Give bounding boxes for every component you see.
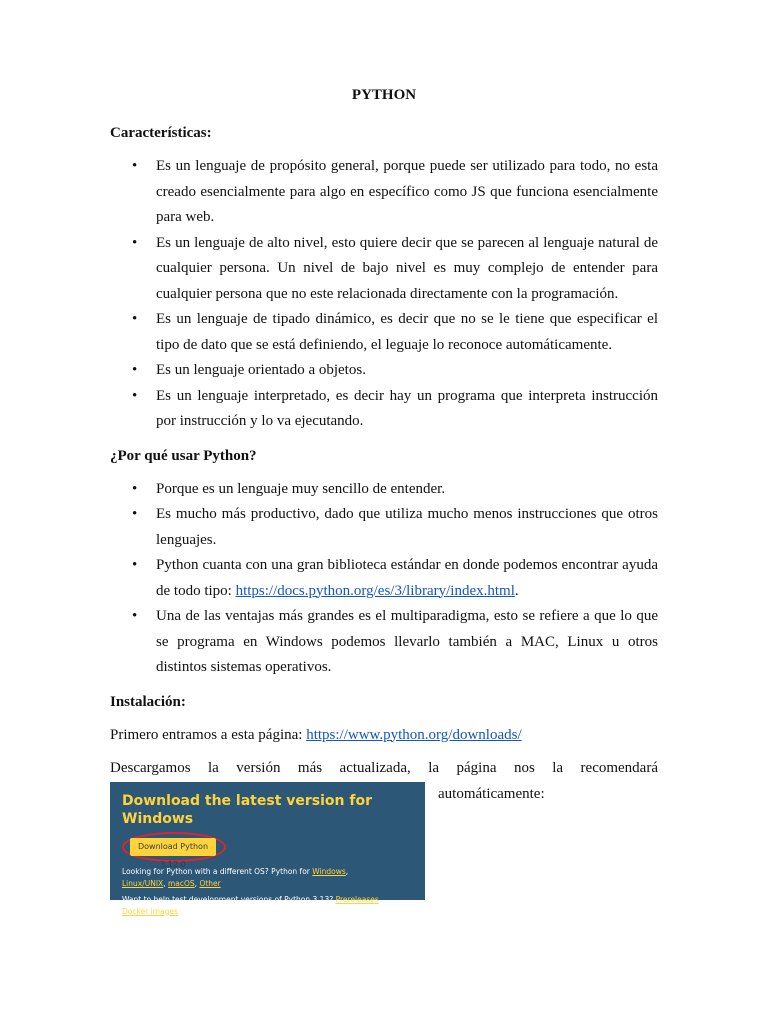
download-button-wrap bbox=[122, 834, 413, 869]
list-item: • Es un lenguaje interpretado, es decir hay un programa que interpreta instrucción por instrucción y lo va ejecutando. bbox=[110, 384, 658, 435]
list-item: • Porque es un lenguaje muy sencillo de entender. bbox=[110, 477, 658, 503]
list-item bbox=[110, 553, 658, 604]
heading-caracteristicas: Características: bbox=[110, 125, 212, 141]
heading-instalacion: Instalación: bbox=[110, 693, 186, 710]
list-item: • Es un lenguaje de tipado dinámico, es decir que no se le tiene que especificar el tipo de dato que se está definiendo, el leguaje lo reconoce automáticamente. bbox=[110, 307, 658, 358]
page-title: PYTHON bbox=[351, 87, 417, 103]
install-paragraph-1 bbox=[110, 723, 658, 749]
banner-prerelease-links: Want to help test development versions of Python 3.13? Prereleases, Docker images bbox=[122, 894, 382, 916]
list-item-suffix: . bbox=[514, 582, 519, 599]
python-downloads-link[interactable]: https://www.python.org/downloads/ bbox=[306, 726, 522, 743]
install-paragraph-2: Descargamos la versión más actualizada, la página nos la recomendará bbox=[110, 760, 658, 776]
macos-link[interactable]: macOS bbox=[167, 878, 195, 888]
banner-text: Looking for Python with a different OS? Python for bbox=[122, 866, 313, 876]
python-download-banner-image bbox=[110, 782, 425, 916]
list-item: • Es mucho más productivo, dado que utiliza mucho menos instrucciones que otros lenguajes. bbox=[110, 502, 658, 553]
download-row bbox=[110, 782, 658, 916]
list-item: • Es un lenguaje de propósito general, porque puede ser utilizado para todo, no esta creado esencialmente para algo en específico como JS que funciona esencialmente para web. bbox=[110, 154, 658, 231]
banner-title: Download the latest version for Windows bbox=[122, 792, 372, 827]
other-link[interactable]: Other bbox=[199, 878, 221, 888]
docs-python-link[interactable]: https://docs.python.org/es/3/library/index.html bbox=[235, 582, 515, 599]
list-item: • Es un lenguaje orientado a objetos. bbox=[110, 358, 658, 384]
document-page bbox=[110, 84, 658, 916]
caracteristicas-list bbox=[110, 154, 658, 435]
banner-text: Want to help test development versions of Python 3.13? bbox=[122, 894, 336, 904]
windows-link[interactable]: Windows bbox=[312, 866, 346, 876]
linux-link[interactable]: Linux/UNIX bbox=[122, 878, 164, 888]
install-text: Primero entramos a esta página: bbox=[110, 726, 307, 743]
docker-images-link[interactable]: Docker images bbox=[122, 906, 178, 916]
prereleases-link[interactable]: Prereleases bbox=[335, 894, 379, 904]
por-que-list bbox=[110, 477, 658, 681]
download-python-button[interactable]: Download Python 3.12.0 bbox=[130, 838, 216, 856]
heading-por-que: ¿Por qué usar Python? bbox=[110, 447, 257, 464]
list-item: • Es un lenguaje de alto nivel, esto quiere decir que se parecen al lenguaje natural de cualquier persona. Un nivel de bajo nivel es muy complejo de entender para cualquier persona que no este relacionada directamente con la programación. bbox=[110, 231, 658, 308]
list-item: • Una de las ventajas más grandes es el multiparadigma, esto se refiere a que lo que se programa en Windows podemos llevarlo también a MAC, Linux u otros distintos sistemas operativos. bbox=[110, 604, 658, 681]
list-item-text: Python cuanta con una gran biblioteca estándar en donde podemos encontrar ayuda de todo tipo: bbox=[156, 557, 658, 599]
banner-os-links: Looking for Python with a different OS? Python for Windows, Linux/UNIX, macOS, Other bbox=[122, 866, 349, 888]
install-paragraph-2-end: automáticamente: bbox=[438, 785, 545, 802]
